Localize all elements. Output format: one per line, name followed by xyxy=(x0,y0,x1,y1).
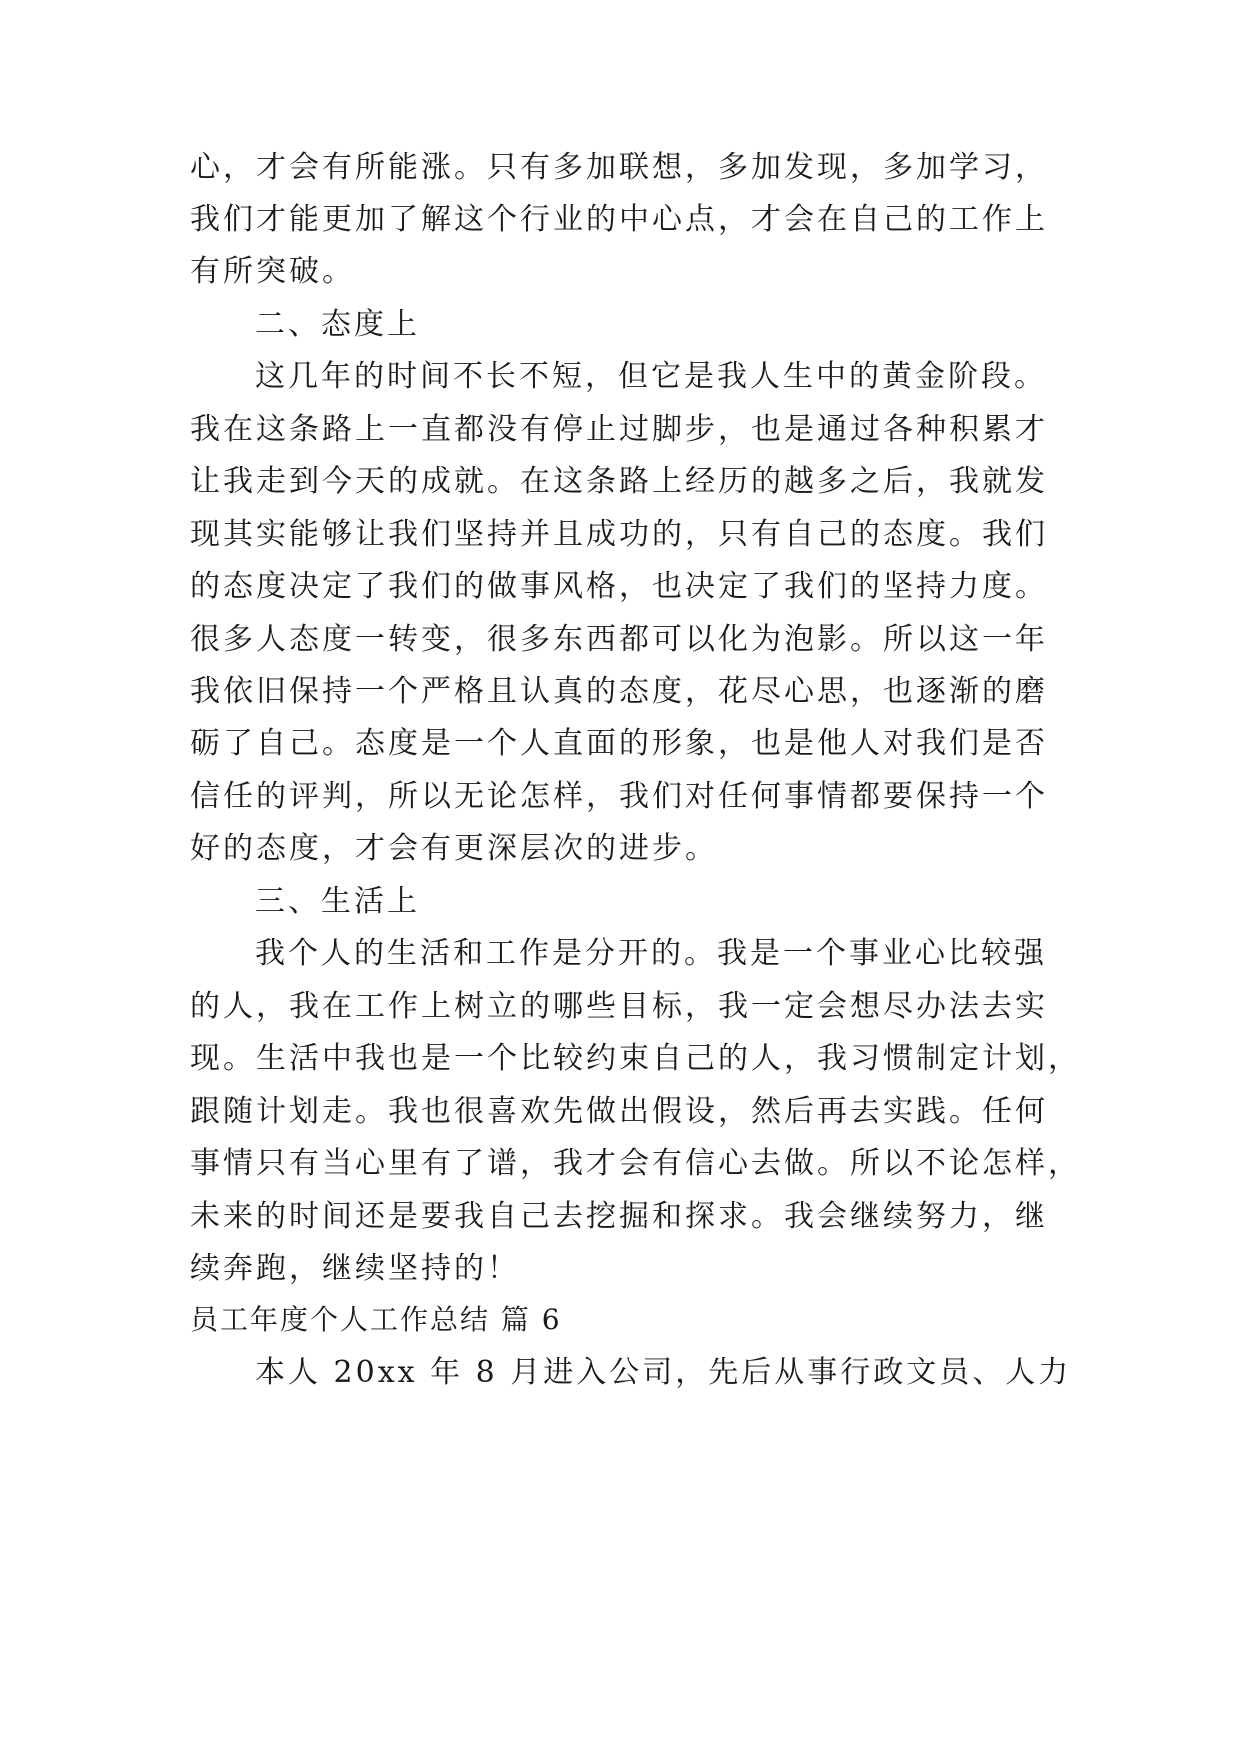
paragraph-line: 这几年的时间不长不短，但它是我人生中的黄金阶段。 xyxy=(255,359,1047,394)
paragraph-line: 很多人态度一转变，很多东西都可以化为泡影。所以这一年 xyxy=(190,622,1048,657)
paragraph-line: 信任的评判，所以无论怎样，我们对任何事情都要保持一个 xyxy=(190,779,1048,814)
paragraph-line: 未来的时间还是要我自己去挖掘和探求。我会继续努力，继 xyxy=(190,1199,1048,1234)
section-heading: 三、生活上 xyxy=(255,884,420,919)
paragraph-line: 我们才能更加了解这个行业的中心点，才会在自己的工作上 xyxy=(190,202,1048,237)
paragraph-line: 让我走到今天的成就。在这条路上经历的越多之后，我就发 xyxy=(190,464,1048,499)
paragraph-line: 事情只有当心里有了谱，我才会有信心去做。所以不论怎样， xyxy=(190,1146,1081,1181)
paragraph-line: 心，才会有所能涨。只有多加联想，多加发现，多加学习， xyxy=(190,150,1048,185)
paragraph-line: 本人 20xx 年 8 月进入公司，先后从事行政文员、人力 xyxy=(255,1355,1072,1390)
paragraph-line: 我依旧保持一个严格且认真的态度，花尽心思，也逐渐的磨 xyxy=(190,674,1048,709)
section-heading: 二、态度上 xyxy=(255,307,420,342)
paragraph-line: 现。生活中我也是一个比较约束自己的人，我习惯制定计划， xyxy=(190,1041,1081,1076)
paragraph-line: 续奔跑，继续坚持的！ xyxy=(190,1251,520,1286)
paragraph-line: 好的态度，才会有更深层次的进步。 xyxy=(190,831,718,866)
document-title: 员工年度个人工作总结 篇 6 xyxy=(190,1303,562,1336)
paragraph-line: 有所突破。 xyxy=(190,254,355,289)
paragraph-line: 的态度决定了我们的做事风格，也决定了我们的坚持力度。 xyxy=(190,569,1048,604)
paragraph-line: 我个人的生活和工作是分开的。我是一个事业心比较强 xyxy=(255,936,1047,971)
paragraph-line: 砺了自己。态度是一个人直面的形象，也是他人对我们是否 xyxy=(190,726,1048,761)
paragraph-line: 我在这条路上一直都没有停止过脚步，也是通过各种积累才 xyxy=(190,412,1048,447)
paragraph-line: 的人，我在工作上树立的哪些目标，我一定会想尽办法去实 xyxy=(190,989,1048,1024)
paragraph-line: 现其实能够让我们坚持并且成功的，只有自己的态度。我们 xyxy=(190,517,1048,552)
paragraph-line: 跟随计划走。我也很喜欢先做出假设，然后再去实践。任何 xyxy=(190,1094,1048,1129)
